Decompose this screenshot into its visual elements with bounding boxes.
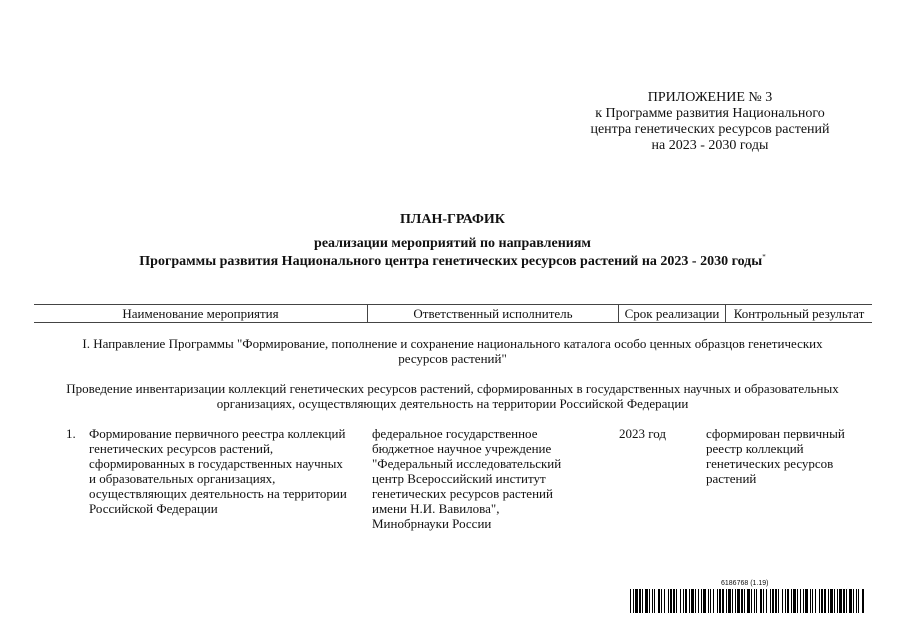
executor-cell (372, 426, 561, 531)
barcode-bar (683, 589, 684, 613)
header-executor: Ответственный исполнитель (413, 306, 573, 321)
barcode-bar (793, 589, 796, 613)
barcode-bar (717, 589, 718, 613)
barcode-bar (703, 589, 706, 613)
footnote-mark: * (762, 253, 766, 261)
barcode-bar (685, 589, 687, 613)
barcode-bar (770, 589, 771, 613)
cell-line: федеральное государственное (372, 426, 538, 441)
barcode-bar (713, 589, 714, 613)
barcode-bar (756, 589, 757, 613)
header-result: Контрольный результат (733, 306, 865, 321)
document-subtitle-line (0, 253, 905, 270)
barcode-bar (652, 589, 653, 613)
appendix-line: на 2023 - 2030 годы (651, 138, 769, 153)
subdirection-heading (0, 381, 905, 411)
term-cell: 2023 год (619, 426, 666, 441)
barcode-bar (815, 589, 816, 613)
subdirection-line: Проведение инвентаризации коллекций генетических ресурсов растений, сформированных в государственных научных и образовательных (66, 381, 839, 396)
barcode-bar (639, 589, 641, 613)
barcode-bar (803, 589, 804, 613)
cell-line: имени Н.И. Вавилова", (372, 501, 500, 516)
barcode-bar (751, 589, 752, 613)
barcode-bar (676, 589, 677, 613)
header-event-name: Наименование мероприятия (122, 306, 279, 321)
barcode-bar (670, 589, 672, 613)
barcode-bar (630, 589, 631, 613)
cell-line: генетических ресурсов растений, (89, 441, 274, 456)
cell-line: центр Всероссийский институт (372, 471, 546, 486)
barcode-bar (821, 589, 823, 613)
cell-line: Формирование первичного реестра коллекций (89, 426, 346, 441)
barcode-bar (819, 589, 820, 613)
barcode-bar (747, 589, 750, 613)
barcode-bar (645, 589, 648, 613)
barcode-bar (830, 589, 833, 613)
barcode-bar (760, 589, 762, 613)
barcode-bar (787, 589, 789, 613)
barcode-bar (791, 589, 792, 613)
appendix-block (560, 90, 860, 154)
barcode-bar (689, 589, 690, 613)
barcode-bar (691, 589, 694, 613)
direction-line: ресурсов растений" (398, 351, 507, 366)
barcode-bar (722, 589, 724, 613)
barcode-bar (633, 589, 634, 613)
barcode-bar (834, 589, 835, 613)
barcode-bar (642, 589, 643, 613)
document-subtitle: реализации мероприятий по направлениям (314, 236, 591, 251)
barcode-bar (782, 589, 783, 613)
barcode-bar (858, 589, 859, 613)
barcode-bar (862, 589, 864, 613)
barcode-bar (810, 589, 811, 613)
barcode-bar (698, 589, 699, 613)
row-number: 1. (66, 426, 76, 441)
barcode-bar (668, 589, 669, 613)
barcode-bar (772, 589, 774, 613)
cell-line: сформированных в государственных научных (89, 456, 343, 471)
cell-line: растений (706, 471, 757, 486)
barcode-bar (763, 589, 764, 613)
cell-line: Минобрнауки России (372, 516, 492, 531)
barcode-bar (846, 589, 847, 613)
barcode-bar (837, 589, 838, 613)
barcode-bar (805, 589, 808, 613)
barcode-bar (843, 589, 845, 613)
event-name-cell (89, 426, 347, 516)
barcode-bar (708, 589, 709, 613)
barcode-bar (828, 589, 829, 613)
barcode-bar (649, 589, 650, 613)
barcode-bar (726, 589, 727, 613)
barcode-bar (849, 589, 852, 613)
barcode-bar (680, 589, 681, 613)
table-header (34, 304, 872, 323)
direction-line: I. Направление Программы "Формирование, пополнение и сохранение национального каталога особо ценных образцов генетических (82, 336, 823, 351)
appendix-line: к Программе развития Национального (595, 106, 825, 121)
barcode-bar (800, 589, 801, 613)
program-direction-heading (0, 336, 905, 366)
cell-line: реестр коллекций (706, 441, 804, 456)
cell-line: генетических ресурсов растений (372, 486, 553, 501)
barcode-bar (732, 589, 733, 613)
barcode-bar (853, 589, 854, 613)
barcode-bar (856, 589, 857, 613)
barcode-bar (812, 589, 813, 613)
barcode-bar (664, 589, 665, 613)
barcode-bar (695, 589, 696, 613)
cell-line: сформирован первичный (706, 426, 845, 441)
barcode-bar (673, 589, 675, 613)
barcode-bar (754, 589, 755, 613)
header-term: Срок реализации (624, 306, 720, 321)
cell-line: Российской Федерации (89, 501, 218, 516)
barcode-bar (839, 589, 842, 613)
barcode-label: 6186768 (1.19) (721, 580, 769, 587)
barcode-bar (797, 589, 798, 613)
cell-line: генетических ресурсов (706, 456, 834, 471)
barcode-bar (635, 589, 638, 613)
appendix-line: центра генетических ресурсов растений (590, 122, 830, 137)
barcode-bar (701, 589, 702, 613)
barcode-bar (719, 589, 721, 613)
barcode-bar (654, 589, 655, 613)
barcode-bar (824, 589, 826, 613)
subtitle-text: Программы развития Национального центра генетических ресурсов растений на 2023 - 2030 годы (139, 254, 763, 269)
barcode-bar (728, 589, 731, 613)
barcode-bar (735, 589, 736, 613)
barcode-bar (741, 589, 743, 613)
cell-line: бюджетное научное учреждение (372, 441, 552, 456)
barcode-bar (744, 589, 745, 613)
cell-line: и образовательных организациях, (89, 471, 276, 486)
cell-line: осуществляющих деятельность на территории (89, 486, 347, 501)
appendix-title: ПРИЛОЖЕНИЕ № 3 (647, 90, 773, 105)
barcode-bar (775, 589, 777, 613)
barcode-bar (778, 589, 779, 613)
cell-line: "Федеральный исследовательский (372, 456, 562, 471)
barcode-bar (737, 589, 740, 613)
barcode-image (630, 589, 866, 613)
barcode-bar (661, 589, 662, 613)
result-cell (706, 426, 845, 486)
subdirection-line: организациях, осуществляющих деятельность на территории Российской Федерации (216, 396, 689, 411)
barcode-bar (710, 589, 711, 613)
document-title: ПЛАН-ГРАФИК (400, 212, 505, 227)
barcode-bar (785, 589, 786, 613)
barcode-bar (658, 589, 660, 613)
barcode-bar (766, 589, 767, 613)
